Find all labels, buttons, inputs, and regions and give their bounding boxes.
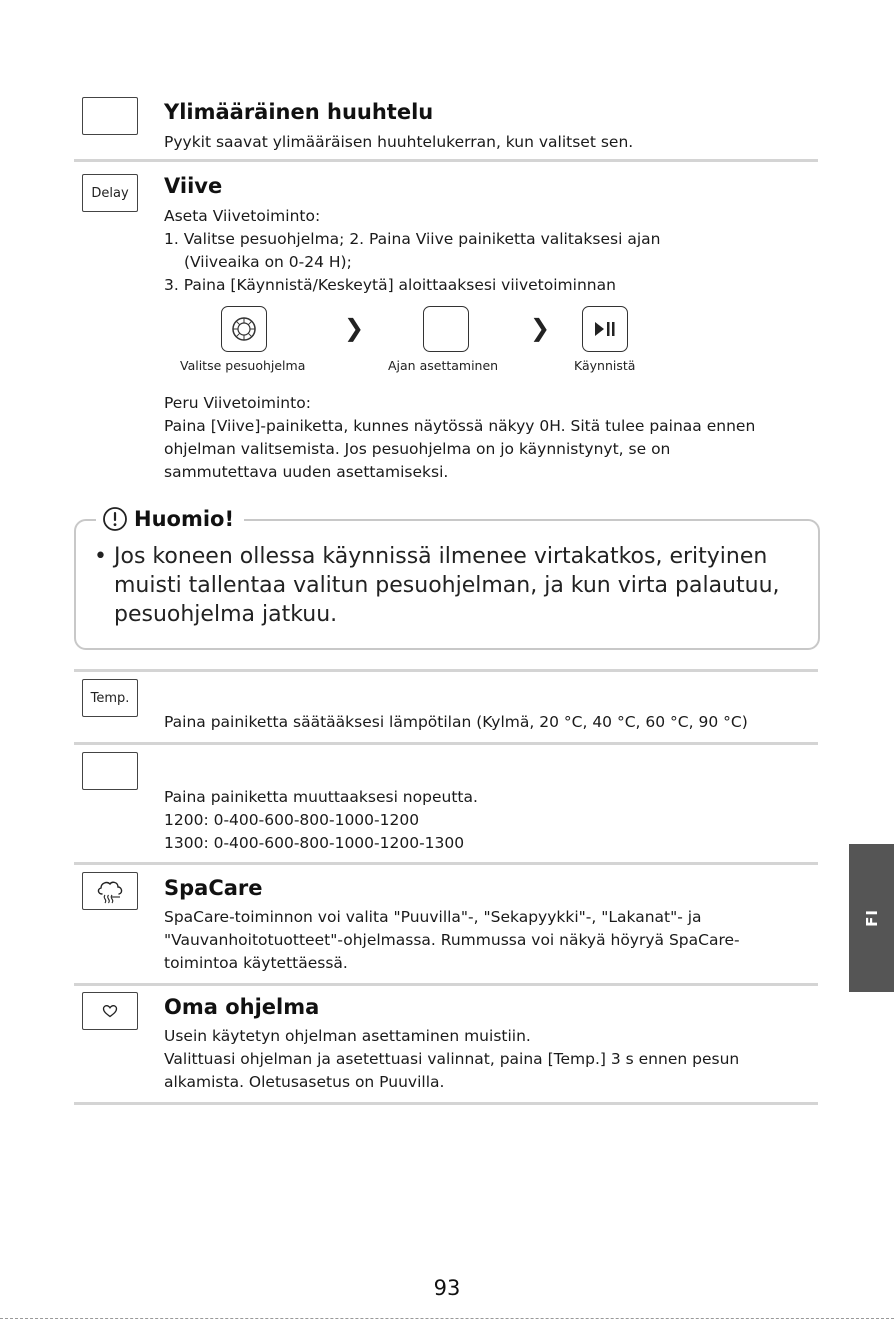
my-program-line-1: Usein käytetyn ohjelman asettaminen muistiin. (164, 1027, 531, 1045)
delay-button[interactable]: Delay (82, 174, 138, 212)
divider (74, 669, 818, 672)
notice-body: Jos koneen ollessa käynnissä ilmenee virtakatkos, erityinen muisti tallentaa valitun pesuohjelman, ja kun virta palautuu, pesuohjelma jatkuu. (114, 544, 780, 627)
my-program-line-3: alkamista. Oletusasetus on Puuvilla. (164, 1073, 445, 1091)
page-bottom-edge (0, 1318, 894, 1319)
temp-button[interactable]: Temp. (82, 679, 138, 717)
spacare-title: SpaCare (164, 876, 263, 900)
speed-line-3: 1300: 0-400-600-800-1000-1200-1300 (164, 834, 465, 852)
spacare-line-1: SpaCare-toiminnon voi valita "Puuvilla"-, "Sekapyykki"-, "Lakanat"- ja (164, 908, 702, 926)
chevron-right-icon: ❯ (344, 314, 365, 342)
delay-cancel-line-3: sammutettava uuden asettamiseksi. (164, 463, 449, 481)
warning-icon (102, 506, 128, 532)
delay-step-1b: (Viiveaika on 0-24 H); (184, 253, 352, 271)
divider (74, 983, 818, 986)
delay-time-button (423, 306, 469, 352)
delay-cancel-line-1: Paina [Viive]-painiketta, kunnes näytössä näkyy 0H. Sitä tulee painaa ennen (164, 417, 756, 435)
delay-intro: Aseta Viivetoiminto: (164, 207, 321, 225)
play-pause-icon (592, 319, 618, 339)
divider (74, 742, 818, 745)
my-program-title: Oma ohjelma (164, 995, 320, 1019)
extra-rinse-text: Pyykit saavat ylimääräisen huuhtelukerran, kun valitset sen. (164, 133, 634, 151)
my-program-button[interactable] (82, 992, 138, 1030)
delay-step-1: 1. Valitse pesuohjelma; 2. Paina Viive painiketta valitaksesi ajan (164, 230, 661, 248)
step-label-start: Käynnistä (574, 358, 636, 373)
divider (74, 1102, 818, 1105)
notice-header (96, 504, 244, 534)
spacare-button[interactable] (82, 872, 138, 910)
heart-icon (102, 1004, 118, 1018)
step-label-select-program: Valitse pesuohjelma (180, 358, 306, 373)
notice-title: Huomio! (134, 507, 235, 531)
program-dial-button (221, 306, 267, 352)
bullet: • (94, 544, 107, 569)
divider (74, 862, 818, 865)
delay-step-3: 3. Paina [Käynnistä/Keskeytä] aloittaaksesi viivetoiminnan (164, 276, 616, 294)
delay-title: Viive (164, 174, 223, 198)
notice-text (94, 542, 794, 629)
delay-cancel-line-2: ohjelman valitsemista. Jos pesuohjelma on jo käynnistynyt, se on (164, 440, 671, 458)
steam-cloud-icon (95, 878, 125, 904)
spacare-line-2: "Vauvanhoitotuotteet"-ohjelmassa. Rummussa voi näkyä höyryä SpaCare- (164, 931, 740, 949)
delay-cancel-title: Peru Viivetoiminto: (164, 394, 311, 412)
speed-line-1: Paina painiketta muuttaaksesi nopeutta. (164, 788, 478, 806)
chevron-right-icon: ❯ (530, 314, 551, 342)
temp-text: Paina painiketta säätääksesi lämpötilan (Kylmä, 20 °C, 40 °C, 60 °C, 90 °C) (164, 713, 748, 731)
extra-rinse-title: Ylimääräinen huuhtelu (164, 100, 434, 124)
divider (74, 159, 818, 162)
page-number: 93 (433, 1276, 461, 1300)
spacare-line-3: toimintoa käytettäessä. (164, 954, 348, 972)
extra-rinse-button[interactable] (82, 97, 138, 135)
step-label-set-time: Ajan asettaminen (388, 358, 499, 373)
language-tab (849, 844, 894, 992)
start-pause-button (582, 306, 628, 352)
my-program-line-2: Valittuasi ohjelman ja asetettuasi valinnat, paina [Temp.] 3 s ennen pesun (164, 1050, 740, 1068)
speed-line-2: 1200: 0-400-600-800-1000-1200 (164, 811, 420, 829)
program-dial-icon (229, 314, 259, 344)
language-tab-label: FI (862, 909, 881, 927)
speed-button[interactable] (82, 752, 138, 790)
